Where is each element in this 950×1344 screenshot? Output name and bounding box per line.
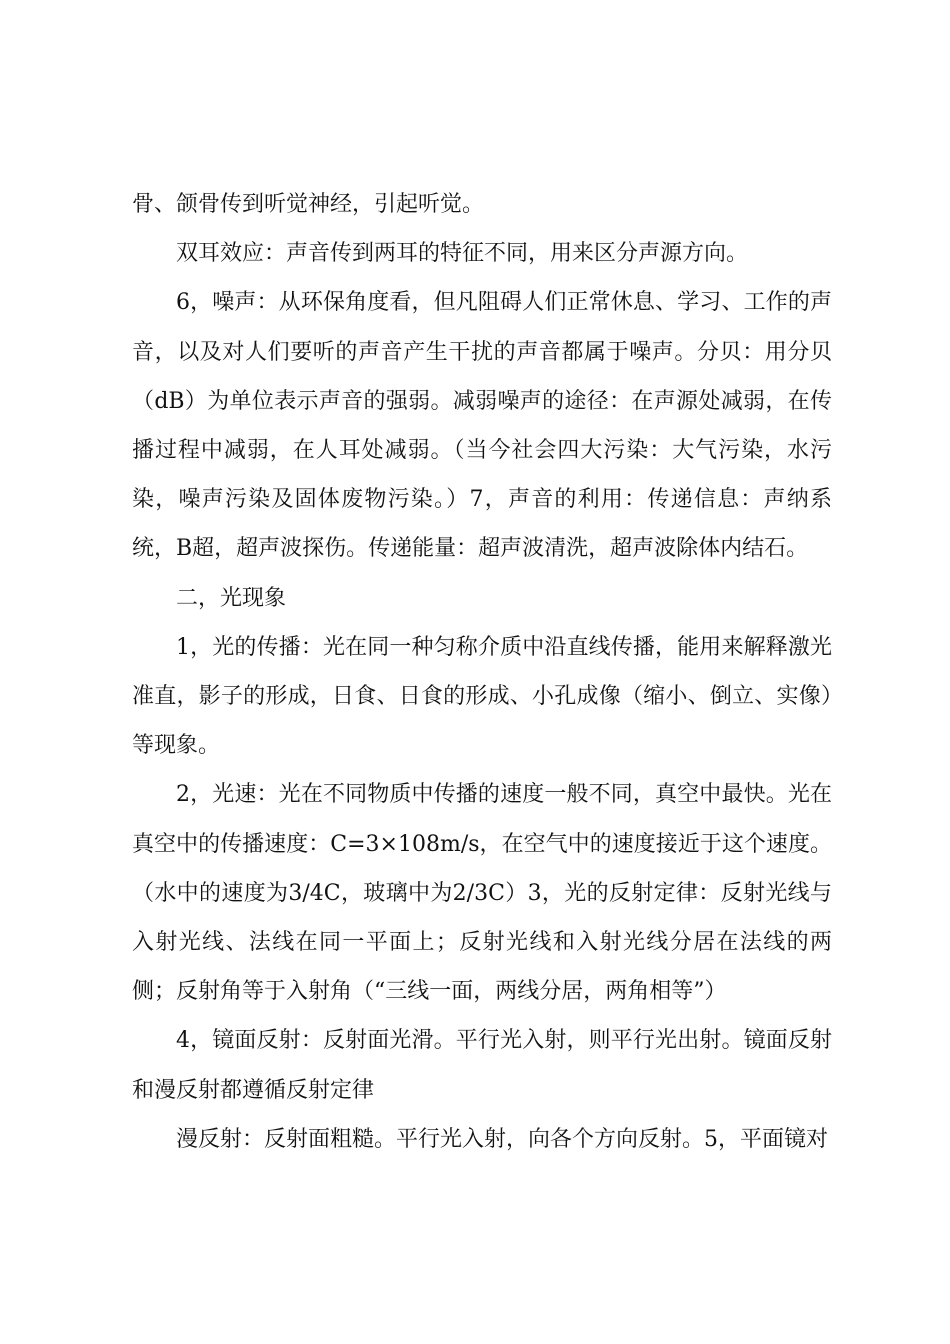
paragraph-light-speed: 2，光速：光在不同物质中传播的速度一般不同，真空中最快。光在真空中的传播速度：C=3×108m/s，在空气中的速度接近于这个速度。（水中的速度为3/4C，玻璃中为2/3C）3，光的反射定律：反射光线与入射光线、法线在同一平面上；反射光线和入射光线分居在法线的两侧；反射角等于入射角（“三线一面，两线分居，两角相等”） — [132, 782, 832, 1005]
paragraph-specular-reflection: 4，镜面反射：反射面光滑。平行光入射，则平行光出射。镜面反射和漫反射都遵循反射定律 — [132, 1028, 832, 1103]
paragraph-light-propagation: 1，光的传播：光在同一种匀称介质中沿直线传播，能用来解释激光准直，影子的形成，日食、日食的形成、小孔成像（缩小、倒立、实像）等现象。 — [132, 634, 832, 759]
paragraph-noise: 6，噪声：从环保角度看，但凡阻碍人们正常休息、学习、工作的声音，以及对人们要听的声音产生干扰的声音都属于噪声。分贝：用分贝（dB）为单位表示声音的强弱。减弱噪声的途径：在声源处减弱，在传播过程中减弱，在人耳处减弱。（当今社会四大污染：大气污染，水污染，噪声污染及固体废物污染。）7，声音的利用：传递信息：声纳系统，B超，超声波探伤。传递能量：超声波清洗，超声波除体内结石。 — [132, 290, 832, 562]
paragraph-bone-conduction: 骨、颌骨传到听觉神经，引起听觉。 — [132, 192, 485, 217]
section-heading-light: 二，光现象 — [176, 585, 287, 611]
paragraph-diffuse-reflection: 漫反射：反射面粗糙。平行光入射，向各个方向反射。5，平面镜对 — [176, 1126, 828, 1152]
document-body — [132, 180, 832, 1164]
paragraph-binaural-effect: 双耳效应：声音传到两耳的特征不同，用来区分声源方向。 — [176, 241, 749, 267]
